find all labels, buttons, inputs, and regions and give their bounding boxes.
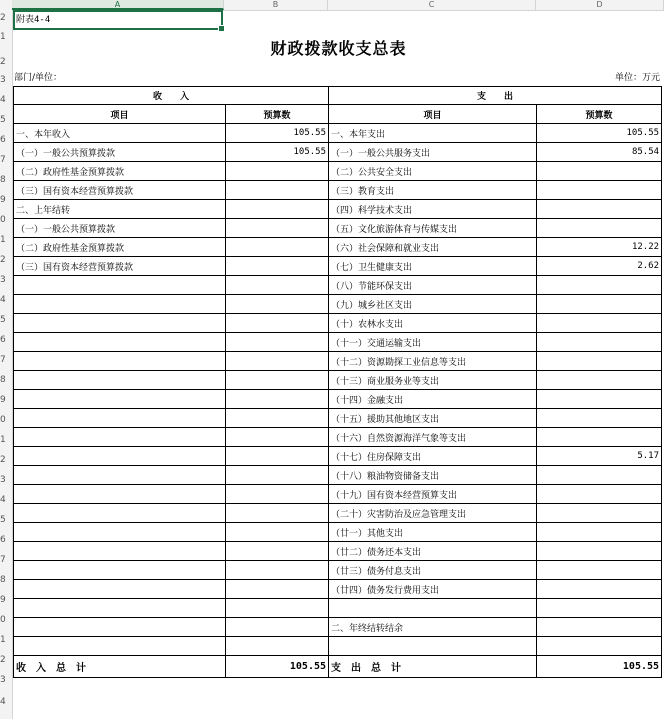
income-item-cell[interactable] (14, 447, 226, 466)
table-row (14, 618, 662, 637)
column-header-c[interactable]: C (328, 0, 536, 10)
table-row (14, 637, 662, 656)
income-item-cell[interactable] (14, 504, 226, 523)
income-value-cell[interactable]: 105.55 (226, 124, 329, 143)
expense-item-cell[interactable] (329, 637, 537, 656)
expense-item-cell[interactable]: （三）教育支出 (329, 181, 537, 200)
table-row (14, 257, 662, 276)
income-item-cell[interactable]: 二、上年结转 (14, 200, 226, 219)
expense-value-cell[interactable] (537, 466, 662, 485)
row-number[interactable]: 2 (0, 655, 6, 665)
income-item-cell[interactable] (14, 390, 226, 409)
income-value-cell[interactable] (226, 523, 329, 542)
table-row (14, 542, 662, 561)
row-number[interactable]: 9 (0, 595, 6, 605)
income-item-cell[interactable]: 一、本年收入 (14, 124, 226, 143)
income-item-cell[interactable] (14, 542, 226, 561)
row-number[interactable]: 1 (0, 235, 6, 245)
table-row (14, 276, 662, 295)
expense-item-cell[interactable]: （十八）粮油物资储备支出 (329, 466, 537, 485)
income-item-cell[interactable]: （一）一般公共预算拨款 (14, 143, 226, 162)
income-item-cell[interactable] (14, 637, 226, 656)
row-header-bar (0, 10, 13, 719)
income-item-cell[interactable]: （二）政府性基金预算拨款 (14, 238, 226, 257)
expense-item-header[interactable]: 项目 (329, 105, 537, 124)
income-value-cell[interactable] (226, 295, 329, 314)
row-number[interactable]: 4 (0, 295, 6, 305)
income-item-header[interactable]: 项目 (14, 105, 226, 124)
expense-header[interactable]: 支 出 (329, 87, 662, 105)
expense-item-cell[interactable]: （十三）商业服务业等支出 (329, 371, 537, 390)
expense-item-cell[interactable]: （二十）灾害防治及应急管理支出 (329, 504, 537, 523)
expense-item-cell[interactable]: （八）节能环保支出 (329, 276, 537, 295)
income-value-cell[interactable] (226, 162, 329, 181)
income-item-cell[interactable]: （三）国有资本经营预算拨款 (14, 181, 226, 200)
income-header[interactable]: 收 入 (14, 87, 329, 105)
expense-item-cell[interactable]: （十）农林水支出 (329, 314, 537, 333)
column-header-d[interactable]: D (536, 0, 664, 10)
row-number[interactable]: 3 (0, 475, 6, 485)
income-item-cell[interactable] (14, 580, 226, 599)
expense-value-cell[interactable]: 85.54 (537, 143, 662, 162)
income-value-cell[interactable]: 105.55 (226, 143, 329, 162)
row-number[interactable]: 6 (0, 335, 6, 345)
row-number[interactable]: 1 (0, 435, 6, 445)
unit-label: 单位：万元 (614, 73, 660, 83)
expense-item-cell[interactable]: （十一）交通运输支出 (329, 333, 537, 352)
table-row (14, 561, 662, 580)
expense-value-cell[interactable]: 12.22 (537, 238, 662, 257)
income-value-cell[interactable] (226, 504, 329, 523)
expense-item-cell[interactable]: （七）卫生健康支出 (329, 257, 537, 276)
row-number[interactable]: 5 (0, 515, 6, 525)
income-item-cell[interactable] (14, 466, 226, 485)
expense-item-cell[interactable]: （六）社会保障和就业支出 (329, 238, 537, 257)
table-row (14, 599, 662, 618)
expense-item-cell[interactable]: （廿三）债务付息支出 (329, 561, 537, 580)
row-number[interactable]: 2 (0, 13, 6, 23)
expense-value-cell[interactable] (537, 276, 662, 295)
table-row (14, 466, 662, 485)
expense-item-cell[interactable]: 一、本年支出 (329, 124, 537, 143)
table-row (14, 580, 662, 599)
expense-value-cell[interactable] (537, 390, 662, 409)
expense-item-cell[interactable] (329, 599, 537, 618)
expense-item-cell[interactable]: （十五）援助其他地区支出 (329, 409, 537, 428)
row-number[interactable]: 3 (0, 275, 6, 285)
income-item-cell[interactable] (14, 599, 226, 618)
income-item-cell[interactable]: （二）政府性基金预算拨款 (14, 162, 226, 181)
expense-total-value[interactable]: 105.55 (537, 656, 662, 678)
fill-handle[interactable] (218, 25, 225, 32)
income-item-cell[interactable] (14, 352, 226, 371)
table-row (14, 409, 662, 428)
income-item-cell[interactable] (14, 523, 226, 542)
budget-table (13, 86, 662, 678)
row-number[interactable]: 7 (0, 555, 6, 565)
row-number[interactable]: 5 (0, 115, 6, 125)
totals-row (14, 656, 662, 678)
column-header-b[interactable]: B (224, 0, 328, 10)
expense-value-cell[interactable] (537, 162, 662, 181)
table-row (14, 485, 662, 504)
spreadsheet-sheet (13, 10, 664, 719)
expense-value-cell[interactable] (537, 409, 662, 428)
income-item-cell[interactable] (14, 409, 226, 428)
expense-total-label[interactable]: 支 出 总 计 (329, 656, 537, 678)
income-item-cell[interactable] (14, 333, 226, 352)
department-label: 部门/单位： (14, 73, 63, 83)
expense-item-cell[interactable]: （二）公共安全支出 (329, 162, 537, 181)
expense-item-cell[interactable]: （廿二）债务还本支出 (329, 542, 537, 561)
table-row (14, 447, 662, 466)
income-value-cell[interactable] (226, 561, 329, 580)
row-number[interactable]: 0 (0, 415, 6, 425)
income-total-label[interactable]: 收 入 总 计 (14, 656, 226, 678)
table-row (14, 523, 662, 542)
income-value-cell[interactable] (226, 618, 329, 637)
table-row (14, 238, 662, 257)
table-row (14, 390, 662, 409)
attachment-label: 附表4-4 (16, 15, 51, 25)
income-value-cell[interactable] (226, 637, 329, 656)
income-item-cell[interactable]: （一）一般公共预算拨款 (14, 219, 226, 238)
expense-value-cell[interactable]: 2.62 (537, 257, 662, 276)
row-number[interactable]: 9 (0, 395, 6, 405)
income-value-cell[interactable] (226, 314, 329, 333)
expense-item-cell[interactable]: 二、年终结转结余 (329, 618, 537, 637)
table-row (14, 504, 662, 523)
expense-value-cell[interactable] (537, 523, 662, 542)
income-budget-header[interactable]: 预算数 (226, 105, 329, 124)
income-item-cell[interactable] (14, 371, 226, 390)
table-subheader-row (14, 105, 662, 124)
table-row (14, 143, 662, 162)
expense-value-cell[interactable] (537, 599, 662, 618)
column-header-a[interactable]: A (12, 0, 224, 10)
row-number[interactable]: 0 (0, 215, 6, 225)
page-title: 财政拨款收支总表 (270, 39, 407, 58)
income-value-cell[interactable] (226, 181, 329, 200)
table-row (14, 333, 662, 352)
income-item-cell[interactable] (14, 295, 226, 314)
expense-item-cell[interactable]: （四）科学技术支出 (329, 200, 537, 219)
row-number[interactable]: 4 (0, 697, 6, 707)
table-row (14, 124, 662, 143)
row-number[interactable]: 0 (0, 615, 6, 625)
expense-value-cell[interactable] (537, 181, 662, 200)
table-row (14, 314, 662, 333)
table-row (14, 219, 662, 238)
income-item-cell[interactable] (14, 561, 226, 580)
expense-value-cell[interactable]: 105.55 (537, 124, 662, 143)
expense-value-cell[interactable] (537, 371, 662, 390)
income-value-cell[interactable] (226, 485, 329, 504)
expense-value-cell[interactable] (537, 637, 662, 656)
row-number[interactable]: 4 (0, 495, 6, 505)
income-value-cell[interactable] (226, 257, 329, 276)
table-row (14, 181, 662, 200)
row-number[interactable]: 6 (0, 535, 6, 545)
income-item-cell[interactable] (14, 314, 226, 333)
expense-value-cell[interactable] (537, 580, 662, 599)
income-item-cell[interactable] (14, 428, 226, 447)
expense-item-cell[interactable]: （十七）住房保障支出 (329, 447, 537, 466)
income-value-cell[interactable] (226, 409, 329, 428)
income-value-cell[interactable] (226, 447, 329, 466)
expense-item-cell[interactable]: （一）一般公共服务支出 (329, 143, 537, 162)
row-number[interactable]: 7 (0, 155, 6, 165)
expense-value-cell[interactable] (537, 333, 662, 352)
row-number[interactable]: 1 (0, 635, 6, 645)
expense-value-cell[interactable] (537, 504, 662, 523)
row-number[interactable]: 4 (0, 95, 6, 105)
expense-value-cell[interactable] (537, 485, 662, 504)
expense-value-cell[interactable]: 5.17 (537, 447, 662, 466)
row-number[interactable]: 5 (0, 315, 6, 325)
table-header-row (14, 87, 662, 105)
expense-value-cell[interactable] (537, 295, 662, 314)
row-number[interactable]: 2 (0, 57, 6, 67)
expense-item-cell[interactable]: （十九）国有资本经营预算支出 (329, 485, 537, 504)
table-row (14, 162, 662, 181)
table-row (14, 371, 662, 390)
table-row (14, 295, 662, 314)
table-row (14, 352, 662, 371)
expense-value-cell[interactable] (537, 428, 662, 447)
income-value-cell[interactable] (226, 219, 329, 238)
income-item-cell[interactable] (14, 618, 226, 637)
income-value-cell[interactable] (226, 371, 329, 390)
expense-value-cell[interactable] (537, 219, 662, 238)
table-row (14, 428, 662, 447)
income-item-cell[interactable]: （三）国有资本经营预算拨款 (14, 257, 226, 276)
income-value-cell[interactable] (226, 333, 329, 352)
row-number[interactable]: 3 (0, 75, 6, 85)
income-value-cell[interactable] (226, 390, 329, 409)
income-item-cell[interactable] (14, 485, 226, 504)
expense-item-cell[interactable]: （廿一）其他支出 (329, 523, 537, 542)
expense-value-cell[interactable] (537, 618, 662, 637)
expense-item-cell[interactable]: （廿四）债务发行费用支出 (329, 580, 537, 599)
income-item-cell[interactable] (14, 276, 226, 295)
expense-value-cell[interactable] (537, 314, 662, 333)
income-value-cell[interactable] (226, 276, 329, 295)
selected-cell-a1[interactable] (13, 10, 223, 30)
income-value-cell[interactable] (226, 580, 329, 599)
expense-item-cell[interactable]: （十二）资源勘探工业信息等支出 (329, 352, 537, 371)
row-number[interactable]: 2 (0, 255, 6, 265)
row-number[interactable]: 8 (0, 175, 6, 185)
row-number[interactable]: 6 (0, 135, 6, 145)
row-number[interactable]: 8 (0, 575, 6, 585)
income-total-value[interactable]: 105.55 (226, 656, 329, 678)
expense-budget-header[interactable]: 预算数 (537, 105, 662, 124)
row-number[interactable]: 2 (0, 455, 6, 465)
row-number[interactable]: 7 (0, 355, 6, 365)
row-number[interactable]: 1 (0, 32, 6, 42)
expense-item-cell[interactable]: （九）城乡社区支出 (329, 295, 537, 314)
income-value-cell[interactable] (226, 352, 329, 371)
income-value-cell[interactable] (226, 599, 329, 618)
row-number[interactable]: 3 (0, 675, 6, 685)
expense-value-cell[interactable] (537, 352, 662, 371)
expense-item-cell[interactable]: （五）文化旅游体育与传媒支出 (329, 219, 537, 238)
row-number[interactable]: 9 (0, 195, 6, 205)
expense-item-cell[interactable]: （十四）金融支出 (329, 390, 537, 409)
income-value-cell[interactable] (226, 466, 329, 485)
expense-value-cell[interactable] (537, 561, 662, 580)
row-number[interactable]: 8 (0, 375, 6, 385)
expense-value-cell[interactable] (537, 542, 662, 561)
income-value-cell[interactable] (226, 542, 329, 561)
income-value-cell[interactable] (226, 238, 329, 257)
table-row (14, 200, 662, 219)
expense-item-cell[interactable]: （十六）自然资源海洋气象等支出 (329, 428, 537, 447)
income-value-cell[interactable] (226, 428, 329, 447)
expense-value-cell[interactable] (537, 200, 662, 219)
income-value-cell[interactable] (226, 200, 329, 219)
